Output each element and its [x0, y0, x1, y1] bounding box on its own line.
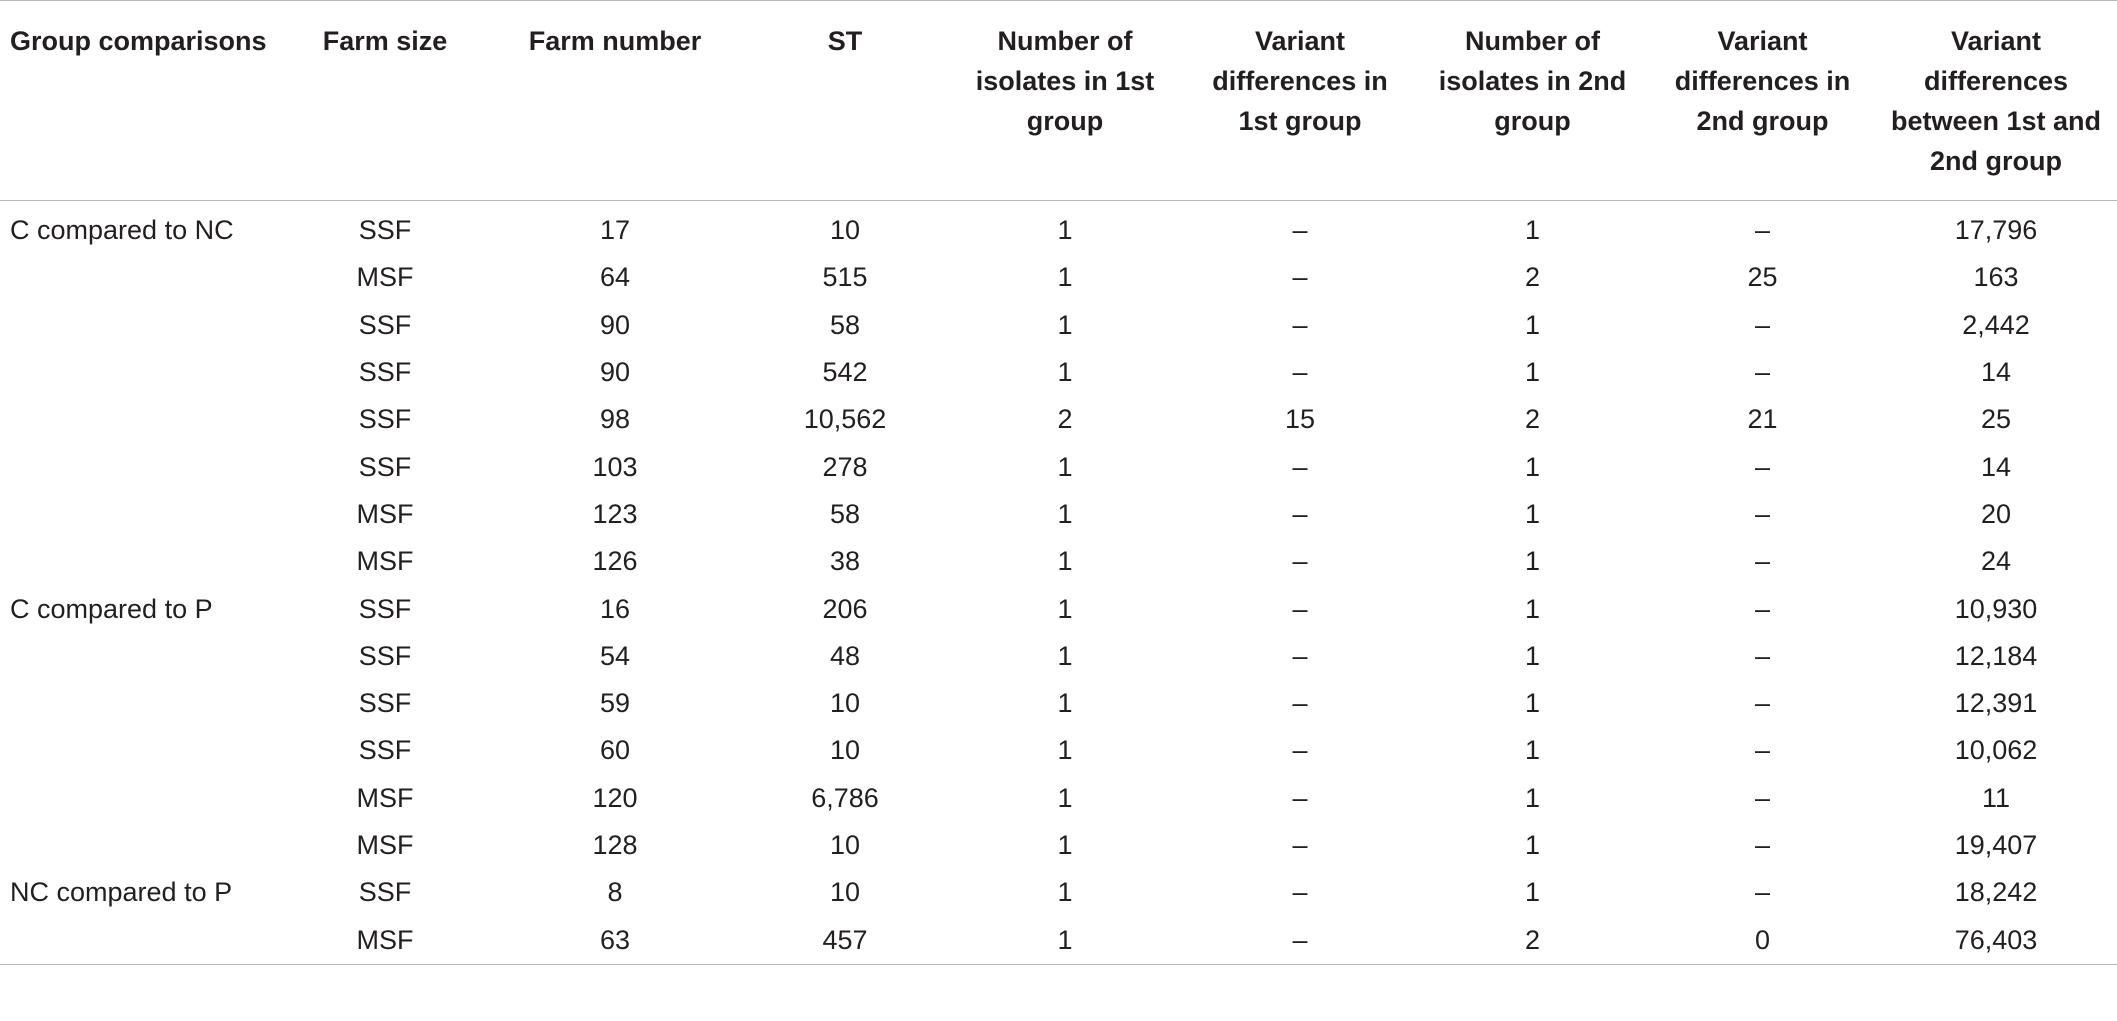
cell-isolates-1st: 1	[1057, 498, 1073, 529]
cell-st: 6,786	[811, 782, 879, 813]
cell-farm-size: SSF	[358, 451, 412, 482]
cell-isolates-1st: 1	[1057, 357, 1073, 388]
cell-st: 542	[822, 357, 868, 388]
cell-isolates-1st: 1	[1057, 782, 1073, 813]
cell-st: 10,562	[803, 404, 887, 435]
cell-farm-number: 54	[599, 640, 631, 671]
cell-st: 58	[829, 498, 861, 529]
cell-isolates-1st: 1	[1057, 640, 1073, 671]
header-row	[0, 1, 2117, 201]
cell-isolates-2nd: 1	[1524, 593, 1541, 624]
cell-variants-1st: –	[1292, 688, 1308, 719]
cell-isolates-2nd: 2	[1415, 916, 1650, 964]
cell-variants-1st: –	[1292, 498, 1308, 529]
header-variants-2nd: Variant differences in 2nd group	[1650, 1, 1875, 201]
cell-isolates-2nd: 2	[1524, 404, 1541, 435]
cell-isolates-1st: 1	[1057, 262, 1073, 293]
cell-isolates-2nd: 2	[1524, 262, 1541, 293]
table-row	[0, 538, 2117, 585]
table-row	[0, 443, 2117, 490]
cell-farm-number: 90	[599, 309, 631, 340]
cell-group	[0, 491, 285, 538]
cell-farm-size: SSF	[358, 877, 412, 908]
cell-group	[0, 254, 285, 301]
table-body	[0, 201, 2117, 965]
cell-variants-2nd: –	[1754, 498, 1771, 529]
cell-farm-size: SSF	[358, 309, 412, 340]
header-variants-between: Variant differences between 1st and 2nd group	[1875, 1, 2117, 201]
cell-isolates-1st: 1	[1057, 215, 1073, 246]
cell-variants-1st: –	[1292, 877, 1308, 908]
cell-variants-2nd: –	[1754, 309, 1771, 340]
cell-isolates-1st: 1	[1057, 877, 1073, 908]
cell-farm-number: 103	[592, 451, 638, 482]
cell-farm-number: 90	[599, 357, 631, 388]
cell-group: C compared to NC	[10, 215, 234, 246]
cell-farm-size: SSF	[358, 593, 412, 624]
cell-variants-2nd: –	[1754, 451, 1771, 482]
cell-variants-between: 19,407	[1954, 830, 2038, 860]
table-row	[0, 396, 2117, 443]
cell-st: 10	[829, 877, 861, 908]
cell-isolates-1st: 1	[1057, 309, 1073, 340]
cell-farm-number: 60	[599, 735, 631, 766]
cell-st: 278	[822, 451, 868, 482]
cell-group	[0, 538, 285, 585]
cell-variants-2nd: –	[1754, 830, 1771, 860]
cell-variants-2nd: –	[1754, 357, 1771, 388]
cell-variants-between: 20	[1980, 498, 2012, 529]
table-row	[0, 302, 2117, 349]
cell-isolates-2nd: 1	[1524, 215, 1541, 246]
cell-st: 206	[822, 593, 868, 624]
table-row	[0, 869, 2117, 916]
table-row	[0, 349, 2117, 396]
cell-variants-between: 2,442	[1962, 309, 2030, 340]
cell-st: 10	[829, 215, 861, 246]
cell-isolates-2nd: 1	[1524, 735, 1541, 766]
cell-farm-size: MSF	[356, 498, 414, 529]
cell-st: 38	[829, 546, 861, 577]
cell-variants-between: 10,930	[1954, 593, 2038, 624]
cell-variants-2nd: –	[1754, 877, 1771, 908]
cell-group	[0, 822, 285, 869]
cell-isolates-2nd: 1	[1524, 498, 1541, 529]
cell-isolates-1st: 1	[1057, 830, 1073, 860]
cell-variants-between: 12,391	[1954, 688, 2038, 719]
cell-group	[0, 396, 285, 443]
cell-group	[0, 680, 285, 727]
cell-variants-between: 18,242	[1954, 877, 2038, 908]
cell-farm-size: MSF	[356, 262, 414, 293]
cell-variants-between: 14	[1980, 357, 2012, 388]
cell-group: C compared to P	[10, 593, 213, 624]
cell-variants-1st: –	[1292, 640, 1308, 671]
cell-variants-between: 163	[1973, 262, 2019, 293]
cell-variants-2nd: 25	[1747, 262, 1778, 293]
cell-variants-1st: –	[1292, 735, 1308, 766]
cell-variants-between: 24	[1980, 546, 2012, 577]
table-row	[0, 680, 2117, 727]
cell-group	[0, 727, 285, 774]
cell-variants-between: 11	[1981, 782, 2011, 813]
cell-group	[0, 916, 285, 964]
table-row	[0, 201, 2117, 255]
cell-group: NC compared to P	[10, 877, 233, 908]
cell-isolates-1st: 2	[1057, 404, 1073, 435]
cell-farm-number: 16	[599, 593, 631, 624]
header-isolates-1st: Number of isolates in 1st group	[945, 1, 1185, 201]
cell-variants-1st: –	[1292, 782, 1308, 813]
table-row	[0, 491, 2117, 538]
cell-variants-1st: –	[1292, 262, 1308, 293]
cell-farm-number: 123	[592, 498, 638, 529]
cell-farm-size: SSF	[358, 357, 412, 388]
cell-variants-1st: –	[1292, 830, 1308, 860]
cell-variants-2nd: –	[1754, 593, 1771, 624]
cell-farm-number: 17	[599, 215, 631, 246]
cell-variants-2nd: –	[1754, 546, 1771, 577]
cell-farm-number: 59	[599, 688, 631, 719]
cell-variants-between: 14	[1980, 451, 2012, 482]
cell-isolates-1st: 1	[945, 916, 1185, 964]
cell-group	[0, 443, 285, 490]
cell-isolates-1st: 1	[1057, 546, 1073, 577]
cell-st: 10	[829, 688, 861, 719]
cell-variants-1st: –	[1292, 357, 1308, 388]
cell-variants-2nd: –	[1754, 215, 1771, 246]
cell-variants-2nd: –	[1754, 640, 1771, 671]
cell-isolates-2nd: 1	[1524, 357, 1541, 388]
cell-isolates-2nd: 1	[1524, 782, 1541, 813]
cell-farm-size: SSF	[358, 640, 412, 671]
cell-st: 48	[829, 640, 861, 671]
cell-group	[0, 775, 285, 822]
cell-variants-2nd: –	[1754, 735, 1771, 766]
cell-isolates-1st: 1	[1057, 735, 1073, 766]
table-row	[0, 822, 2117, 869]
cell-variants-2nd: –	[1754, 688, 1771, 719]
table-row	[0, 254, 2117, 301]
cell-isolates-1st: 1	[1057, 688, 1073, 719]
cell-isolates-2nd: 1	[1524, 309, 1541, 340]
cell-st: 515	[822, 262, 868, 293]
header-variants-1st: Variant differences in 1st group	[1185, 1, 1415, 201]
cell-variants-between: 17,796	[1954, 215, 2038, 246]
header-farm-size: Farm size	[285, 1, 485, 201]
cell-variants-2nd: –	[1754, 782, 1771, 813]
cell-farm-number: 63	[485, 916, 745, 964]
cell-group	[0, 633, 285, 680]
cell-farm-number: 128	[592, 830, 638, 860]
cell-farm-size: MSF	[356, 830, 414, 860]
cell-isolates-2nd: 1	[1524, 877, 1541, 908]
cell-st: 10	[829, 830, 861, 860]
header-group-comparisons: Group comparisons	[0, 1, 285, 201]
cell-isolates-2nd: 1	[1524, 546, 1541, 577]
cell-isolates-2nd: 1	[1524, 688, 1541, 719]
cell-variants-between: 12,184	[1954, 640, 2038, 671]
cell-st: 10	[829, 735, 861, 766]
cell-farm-size: SSF	[358, 735, 412, 766]
cell-isolates-2nd: 1	[1524, 451, 1541, 482]
cell-variants-1st: –	[1292, 451, 1308, 482]
cell-isolates-2nd: 1	[1524, 830, 1541, 860]
cell-farm-number: 8	[607, 877, 623, 908]
cell-farm-number: 126	[592, 546, 638, 577]
header-st: ST	[745, 1, 945, 201]
table-row	[0, 585, 2117, 632]
cell-isolates-1st: 1	[1057, 451, 1073, 482]
cell-st: 58	[829, 309, 861, 340]
cell-farm-size: MSF	[285, 916, 485, 964]
cell-isolates-2nd: 1	[1524, 640, 1541, 671]
cell-group	[0, 302, 285, 349]
table-row	[0, 916, 2117, 964]
table-row	[0, 633, 2117, 680]
cell-variants-2nd: 21	[1747, 404, 1778, 435]
table-row	[0, 727, 2117, 774]
table-row	[0, 775, 2117, 822]
cell-st: 457	[745, 916, 945, 964]
cell-farm-size: MSF	[356, 782, 414, 813]
cell-variants-1st: –	[1292, 593, 1308, 624]
cell-group	[0, 349, 285, 396]
cell-farm-number: 64	[599, 262, 631, 293]
cell-farm-number: 98	[599, 404, 631, 435]
cell-farm-size: SSF	[358, 404, 412, 435]
cell-variants-1st: 15	[1284, 404, 1316, 435]
cell-variants-2nd: 0	[1650, 916, 1875, 964]
cell-isolates-1st: 1	[1057, 593, 1073, 624]
cell-farm-size: SSF	[358, 215, 412, 246]
cell-variants-between: 25	[1980, 404, 2012, 435]
header-isolates-2nd: Number of isolates in 2nd group	[1415, 1, 1650, 201]
cell-farm-size: SSF	[358, 688, 412, 719]
cell-variants-1st: –	[1185, 916, 1415, 964]
cell-variants-between: 10,062	[1954, 735, 2038, 766]
cell-variants-1st: –	[1292, 309, 1308, 340]
cell-variants-between: 76,403	[1875, 916, 2117, 964]
table-header	[0, 1, 2117, 201]
cell-variants-1st: –	[1292, 546, 1308, 577]
cell-variants-1st: –	[1292, 215, 1308, 246]
cell-farm-number: 120	[592, 782, 638, 813]
cell-farm-size: MSF	[356, 546, 414, 577]
header-farm-number: Farm number	[485, 1, 745, 201]
